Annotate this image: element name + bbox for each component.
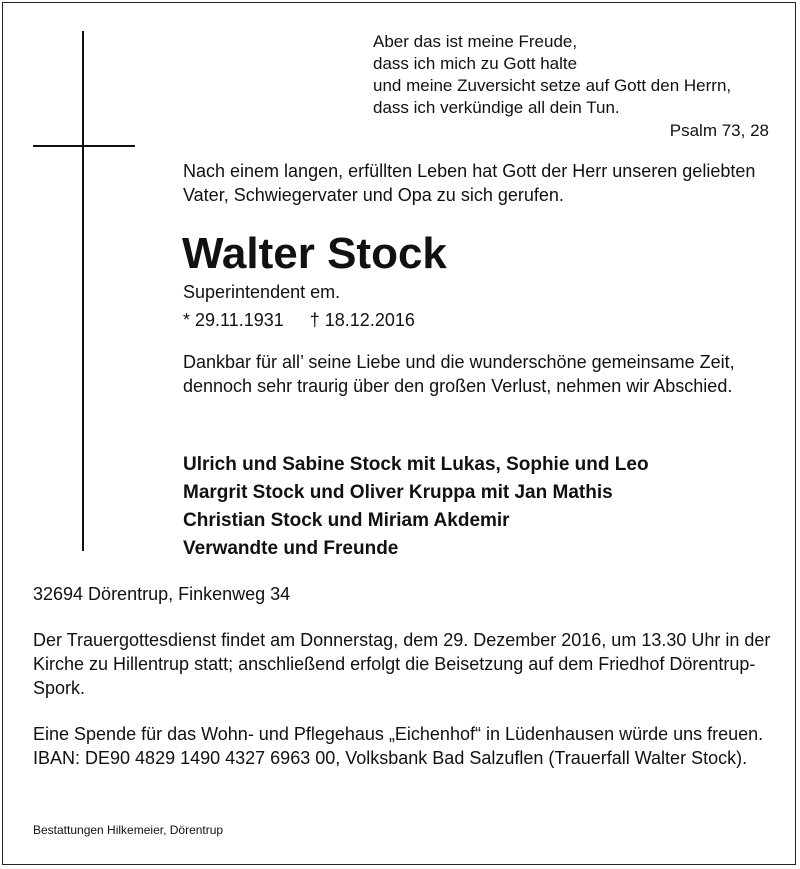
family-list	[183, 451, 783, 563]
family-entry: Margrit Stock und Oliver Kruppa mit Jan Mathis	[183, 482, 613, 503]
verse-line: Aber das ist meine Freude,	[373, 32, 578, 51]
deceased-name: Walter Stock	[182, 229, 447, 278]
deceased-title: Superintendent em.	[183, 282, 341, 302]
family-address: 32694 Dörentrup, Finkenweg 34	[33, 584, 291, 604]
psalm-verse	[373, 31, 769, 142]
cross-icon-vertical-bar	[82, 31, 84, 551]
verse-line: dass ich verkündige all dein Tun.	[373, 98, 620, 117]
birth-date: * 29.11.1931	[183, 310, 284, 330]
thanks-text: Dankbar für all’ seine Liebe und die wunderschöne gemeinsame Zeit, dennoch sehr traurig über den großen Verlust, nehmen wir Abschied.	[183, 352, 735, 396]
verse-reference: Psalm 73, 28	[669, 121, 769, 140]
life-dates	[183, 308, 415, 332]
death-date: † 18.12.2016	[309, 310, 415, 330]
verse-line: und meine Zuversicht setze auf Gott den Herrn,	[373, 76, 732, 95]
family-entry: Christian Stock und Miriam Akdemir	[183, 510, 510, 531]
family-entry: Verwandte und Freunde	[183, 538, 399, 559]
verse-line: dass ich mich zu Gott halte	[373, 54, 578, 73]
family-entry: Ulrich und Sabine Stock mit Lukas, Sophie und Leo	[183, 454, 649, 475]
donation-info: Eine Spende für das Wohn- und Pflegehaus „Eichenhof“ in Lüdenhausen würde uns freuen. IBAN: DE90 4829 1490 4327 6963 00, Volksbank Bad Salzuflen (Trauerfall Walter Stock).	[33, 724, 764, 768]
funeral-service-info: Der Trauergottesdienst findet am Donnerstag, dem 29. Dezember 2016, um 13.30 Uhr in der Kirche zu Hillentrup statt; anschließend erfolgt die Beisetzung auf dem Friedhof Dörentrup-Spork.	[33, 630, 771, 698]
undertaker-credit: Bestattungen Hilkemeier, Dörentrup	[33, 823, 224, 837]
cross-icon-horizontal-bar	[33, 145, 135, 147]
intro-text: Nach einem langen, erfüllten Leben hat Gott der Herr unseren geliebten Vater, Schwiegervater und Opa zu sich gerufen.	[183, 161, 756, 205]
